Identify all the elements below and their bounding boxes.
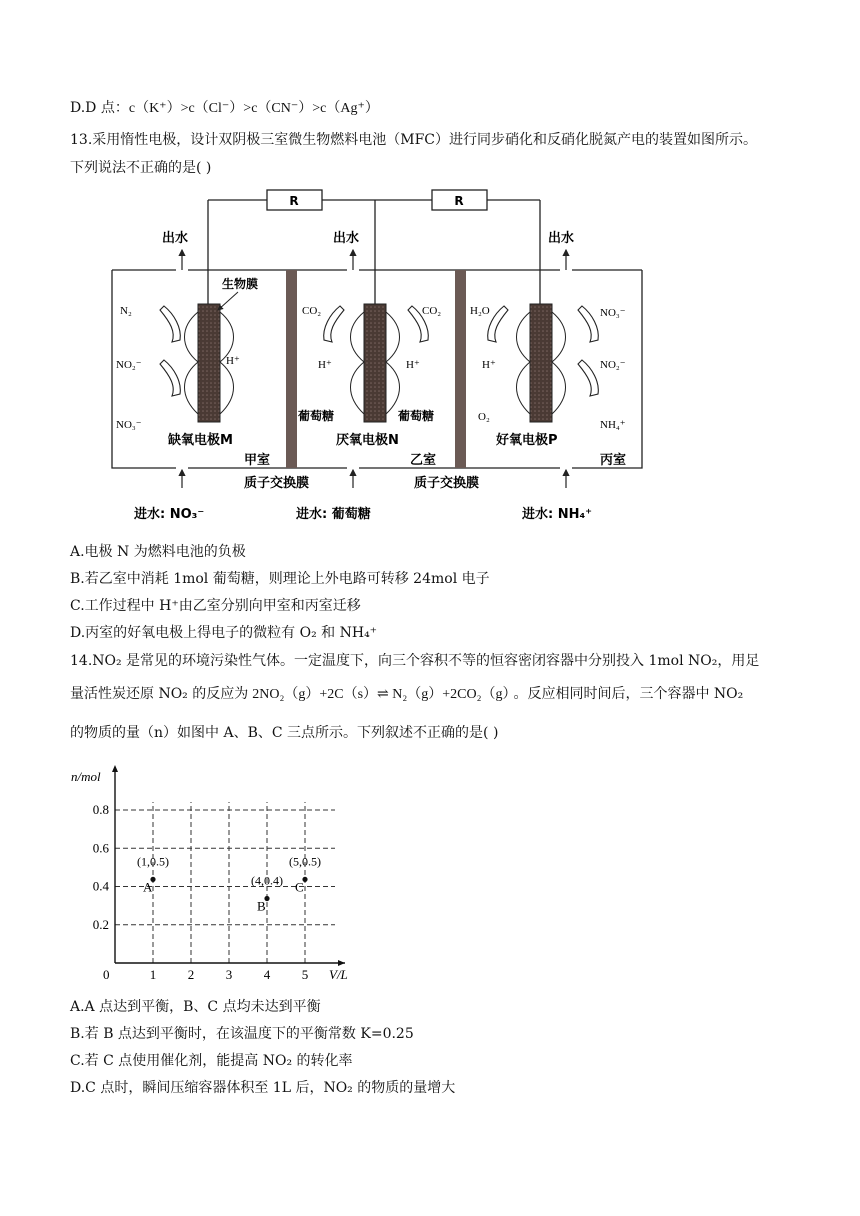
membrane-right-label: 质子交换膜 [414,476,480,491]
membrane-left [286,270,297,468]
q14-option-d: D.C 点时，瞬间压缩容器体积至 1L 后，NO₂ 的物质的量增大 [70,1080,456,1096]
mfc-diagram [110,182,650,527]
chamber-c-label: 丙室 [600,453,627,468]
point-name-b: B [257,898,266,914]
y-tick-label: 0.6 [92,840,109,856]
q14-stem-line1: 14.NO₂ 是常见的环境污染性气体。一定温度下，向三个容积不等的恒容密闭容器中分别投入 1mol NO₂，用足 [70,653,760,669]
q13-option-a: A.电极 N 为燃料电池的负极 [70,544,246,560]
q14-option-b: B.若 B 点达到平衡时，在该温度下的平衡常数 K=0.25 [70,1026,414,1042]
x-tick-label: 5 [301,967,309,980]
species-c-o2: O₂ [478,411,490,423]
point-label-c: (5,0.5) [289,854,321,869]
inlet-b-label: 进水: 葡萄糖 [296,507,371,522]
q14-stem-line3: 的物质的量（n）如图中 A、B、C 三点所示。下列叙述不正确的是( ) [70,725,499,741]
q12-option-d-formula: c（K⁺）>c（Cl⁻）>c（CN⁻）>c（Ag⁺） [128,101,379,116]
q12-option-d [70,97,379,117]
x-axis-label: V/L [329,967,348,980]
outlet-label-a: 出水 [162,231,189,246]
glucose-left: 葡萄糖 [298,409,335,423]
origin-label: 0 [103,967,110,980]
species-a-no2: NO₂⁻ [116,359,142,371]
outlet-label-c: 出水 [548,231,575,246]
q13-option-b: B.若乙室中消耗 1mol 葡萄糖，则理论上外电路可转移 24mol 电子 [70,571,490,587]
q14-stem-line2-b: 。反应相同时间后，三个容器中 NO₂ [513,686,744,702]
chamber-a-label: 甲室 [244,453,271,468]
glucose-right: 葡萄糖 [398,409,435,423]
electrode-m-label: 缺氧电极M [168,433,233,448]
species-c-no2: NO₂⁻ [600,359,626,371]
q14-stem-line2 [70,683,743,703]
x-tick-label: 2 [187,967,195,980]
inlet-c-label: 进水: NH₄⁺ [522,507,593,522]
y-tick-label: 0.8 [92,802,109,817]
species-c-h2o: H₂O [470,305,490,317]
electrode-m [198,304,220,422]
point-name-a: A [143,879,153,895]
y-tick-label: 0.4 [92,878,109,894]
electrode-p [530,304,552,422]
q14-option-c: C.若 C 点使用催化剂，能提高 NO₂ 的转化率 [70,1053,353,1069]
y-axis-label: n/mol [71,769,101,784]
species-b-co2-left: CO₂ [302,305,322,317]
q14-option-a: A.A 点达到平衡，B、C 点均未达到平衡 [70,999,321,1015]
q13-option-d: D.丙室的好氧电极上得电子的微粒有 O₂ 和 NH₄⁺ [70,625,378,641]
x-tick-label: 1 [149,967,157,980]
species-a-n2: N₂ [120,305,132,317]
point-name-c: C [295,879,304,895]
electrode-n-label: 厌氧电极N [336,433,399,448]
proton-c: H⁺ [482,359,496,371]
y-tick-label: 0.2 [92,916,109,932]
electrode-p-label: 好氧电极P [496,433,558,448]
x-axis-arrow [338,960,345,966]
q14-reaction: 2NO₂（g）+2C（s）⇌ N₂（g）+2CO₂（g） [252,687,510,702]
resistor-2-label: R [454,194,464,208]
proton-b-right: H⁺ [406,359,420,371]
q13-stem-line2: 下列说法不正确的是( ) [70,160,212,176]
electrode-n [364,304,386,422]
membrane-right [455,270,466,468]
q12-option-d-prefix: D.D 点： [70,100,129,116]
nv-chart [60,755,360,980]
outlet-label-b: 出水 [333,231,360,246]
q14-stem-line2-a: 量活性炭还原 NO₂ 的反应为 [70,686,249,702]
membrane-left-label: 质子交换膜 [244,476,310,491]
species-a-no3: NO₃⁻ [116,419,142,431]
x-tick-label: 3 [225,967,233,980]
species-b-co2-right: CO₂ [422,305,442,317]
resistor-1-label: R [289,194,299,208]
proton-b-left: H⁺ [318,359,332,371]
species-c-nh4: NH₄⁺ [600,419,626,431]
y-axis-arrow [112,765,118,772]
q13-stem-line1: 13.采用惰性电极，设计双阴极三室微生物燃料电池（MFC）进行同步硝化和反硝化脱氮产电的装置如图所示。 [70,132,758,148]
x-tick-label: 4 [263,967,271,980]
inlet-a-label: 进水: NO₃⁻ [134,507,205,522]
point-label-b: (4,0.4) [251,873,283,888]
q13-option-c: C.工作过程中 H⁺由乙室分别向甲室和丙室迁移 [70,598,361,614]
chamber-b-label: 乙室 [410,453,437,468]
point-label-a: (1,0.5) [137,854,169,869]
species-c-no3: NO₃⁻ [600,307,626,319]
proton-a: H⁺ [226,355,240,367]
biofilm-label: 生物膜 [222,277,259,291]
